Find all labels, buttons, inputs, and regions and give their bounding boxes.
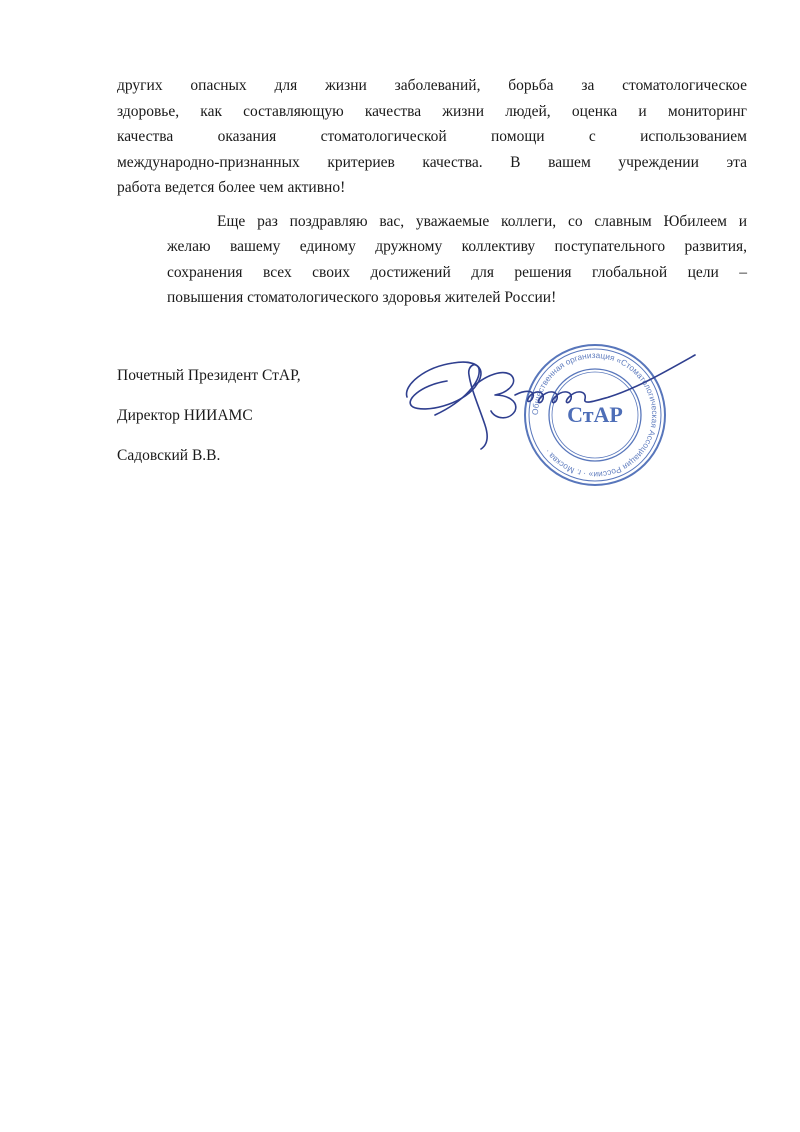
signatory-name: Садовский В.В. (117, 447, 221, 464)
paragraph-2 (117, 209, 747, 311)
stamp-ring-text: Общественная организация «Стоматологическая Ассоциация России» · г. Москва · (529, 349, 661, 481)
signatory-block (117, 366, 301, 486)
paragraph-1 (117, 73, 747, 201)
paragraph-1-line: качества оказания стоматологической помощи с использованием (117, 128, 747, 145)
paragraph-2-line: Еще раз поздравляю вас, уважаемые коллеги, со славным Юбилеем и (217, 212, 747, 230)
paragraph-2-line: желаю вашему единому дружному коллективу поступательного развития, (167, 238, 747, 255)
paragraph-2-line: сохранения всех своих достижений для решения глобальной цели – (167, 263, 747, 281)
letter-body (117, 73, 747, 311)
paragraph-1-line: здоровье, как составляющую качества жизни людей, оценка и мониторинг (117, 102, 747, 120)
paragraph-1-line: работа ведется более чем активно! (117, 179, 346, 196)
stamp-center-text: СтАР (567, 402, 623, 427)
signatory-title: Почетный Президент СтАР, (117, 367, 301, 384)
paragraph-1-line: других опасных для жизни заболеваний, борьба за стоматологическое (117, 77, 747, 94)
paragraph-1-line: международно-признанных критериев качества. В вашем учреждении эта (117, 153, 747, 171)
handwritten-signature (395, 345, 735, 455)
paragraph-2-line: повышения стоматологического здоровья жителей России! (167, 289, 557, 306)
signatory-position: Директор НИИАМС (117, 407, 253, 424)
